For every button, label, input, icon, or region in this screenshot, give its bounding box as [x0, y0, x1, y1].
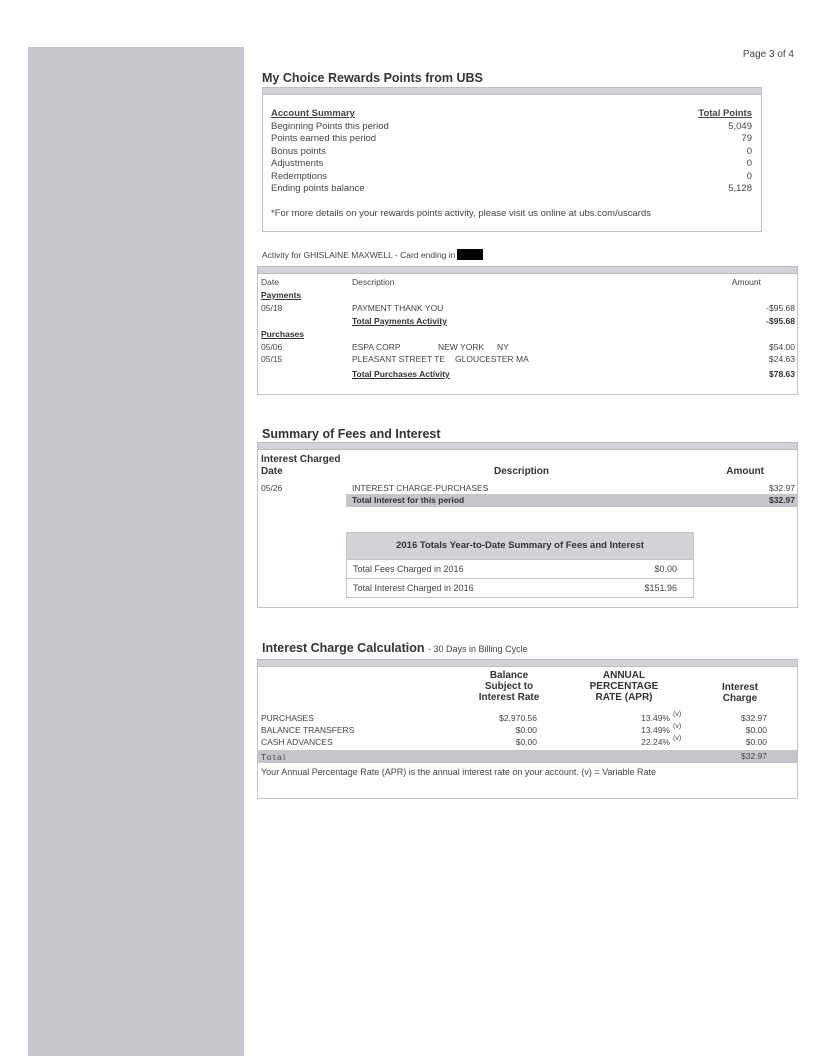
purchase-1-date: 05/06 [261, 342, 283, 352]
fees-col-amount: Amount [726, 466, 764, 477]
activity-col-amount: Amount [731, 277, 761, 287]
ytd-interest-label: Total Interest Charged in 2016 [353, 583, 474, 593]
ytd-interest-value: $151.96 [644, 583, 677, 593]
payments-total-label: Total Payments Activity [352, 316, 447, 326]
interest-total: $32.97 [769, 495, 795, 505]
purchase-1-state: NY [497, 342, 509, 352]
calc-header-bar [257, 659, 798, 667]
calc-row-purchases-label: PURCHASES [261, 713, 314, 723]
rewards-value-beginning: 5,049 [728, 121, 752, 132]
fees-col-description: Description [494, 466, 550, 477]
rewards-header-bar [262, 87, 762, 95]
col-balance-line-1: Balance [489, 670, 529, 681]
purchases-total: $78.63 [769, 369, 795, 379]
ytd-fees-label: Total Fees Charged in 2016 [353, 564, 464, 574]
col-balance-line-2: Subject to [484, 681, 534, 692]
calc-subtitle: - 30 Days in Billing Cycle [428, 644, 528, 654]
calc-total-row [258, 750, 797, 763]
calc-row-purchases-flag: (v) [673, 711, 682, 718]
page-number: Page 3 of 4 [742, 49, 794, 60]
calc-row-transfers-apr: 13.49% [641, 725, 670, 735]
col-apr-line-2: PERCENTAGE [589, 681, 659, 692]
rewards-label-redemptions: Redemptions [271, 171, 327, 182]
interest-date: 05/26 [261, 483, 283, 493]
calc-row-purchases-charge: $32.97 [741, 713, 767, 723]
rewards-label-beginning: Beginning Points this period [271, 121, 389, 132]
col-apr-line-3: RATE (APR) [595, 692, 653, 703]
calc-row-cash-balance: $0.00 [515, 737, 537, 747]
purchase-2-merchant: PLEASANT STREET TE [352, 354, 446, 364]
col-charge-line-1: Interest [721, 682, 759, 693]
ytd-row-fees [347, 559, 693, 578]
calc-row-cash-charge: $0.00 [745, 737, 767, 747]
calc-total: $32.97 [741, 751, 767, 761]
activity-heading-text: Activity for GHISLAINE MAXWELL - Card ending in [262, 250, 456, 260]
activity-header-bar [257, 266, 798, 274]
rewards-label-adjustments: Adjustments [271, 158, 324, 169]
ytd-fees-value: $0.00 [654, 564, 677, 574]
activity-col-date: Date [261, 277, 279, 287]
calc-row-transfers-flag: (v) [673, 723, 682, 730]
col-apr-header [572, 670, 676, 703]
account-summary-heading: Account Summary [271, 108, 355, 119]
activity-panel [257, 274, 798, 395]
fees-title: Summary of Fees and Interest [262, 427, 441, 441]
payment-amount: -$95.68 [766, 303, 795, 313]
ytd-row-interest [347, 578, 693, 597]
purchases-total-label: Total Purchases Activity [352, 369, 450, 379]
interest-description: INTEREST CHARGE-PURCHASES [352, 483, 489, 493]
interest-total-label: Total Interest for this period [352, 495, 465, 505]
calc-row-cash-label: CASH ADVANCES [261, 737, 333, 747]
rewards-title: My Choice Rewards Points from UBS [262, 71, 483, 85]
rewards-value-redemptions: 0 [746, 171, 752, 182]
calc-row-purchases-balance: $2,970.56 [499, 713, 537, 723]
apr-note: Your Annual Percentage Rate (APR) is the annual interest rate on your account. (v) = Variable Rate [261, 767, 656, 777]
purchase-1-amount: $54.00 [769, 342, 795, 352]
calc-row-transfers-charge: $0.00 [745, 725, 767, 735]
rewards-label-bonus: Bonus points [271, 146, 326, 157]
purchase-1-city: NEW YORK [438, 342, 485, 352]
fees-col-date: Date [261, 466, 283, 477]
col-balance-line-3: Interest Rate [478, 692, 540, 703]
purchases-label: Purchases [261, 329, 304, 339]
interest-charged-label: Interest Charged [261, 454, 341, 465]
ytd-title: 2016 Totals Year-to-Date Summary of Fees and Interest [347, 533, 693, 559]
payments-label: Payments [261, 290, 302, 300]
purchase-1-merchant: ESPA CORP [352, 342, 401, 352]
rewards-label-earned: Points earned this period [271, 133, 377, 144]
calc-row-cash-flag: (v) [673, 735, 682, 742]
payment-description: PAYMENT THANK YOU [352, 303, 444, 313]
activity-col-description: Description [352, 277, 395, 287]
ytd-summary-table [346, 532, 694, 598]
calc-row-transfers-label: BALANCE TRANSFERS [261, 725, 355, 735]
rewards-value-earned: 79 [741, 133, 752, 144]
redaction-block [457, 249, 483, 260]
payment-date: 05/18 [261, 303, 283, 313]
rewards-value-bonus: 0 [746, 146, 752, 157]
purchase-2-city: GLOUCESTER [455, 354, 514, 364]
calc-title [262, 641, 528, 655]
col-apr-line-1: ANNUAL [602, 670, 646, 681]
col-balance-header [462, 670, 556, 703]
purchase-2-amount: $24.63 [769, 354, 795, 364]
calc-row-purchases-apr: 13.49% [641, 713, 670, 723]
purchase-2-state: MA [516, 354, 529, 364]
calc-total-label: Total [261, 752, 287, 762]
payments-total: -$95.68 [766, 316, 795, 326]
calc-title-text: Interest Charge Calculation [262, 641, 425, 655]
interest-amount: $32.97 [769, 483, 795, 493]
total-points-heading: Total Points [698, 108, 752, 119]
rewards-value-ending: 5,128 [728, 183, 752, 194]
fees-header-bar [257, 442, 798, 450]
col-charge-header [712, 682, 768, 704]
rewards-value-adjustments: 0 [746, 158, 752, 169]
activity-heading [262, 249, 483, 260]
rewards-label-ending: Ending points balance [271, 183, 365, 194]
rewards-note: *For more details on your rewards points activity, please visit us online at ubs.com/uscards [271, 208, 651, 219]
purchase-2-date: 05/15 [261, 354, 283, 364]
calc-row-cash-apr: 22.24% [641, 737, 670, 747]
left-sidebar-panel [28, 47, 244, 1056]
col-charge-line-2: Charge [722, 693, 758, 704]
calc-row-transfers-balance: $0.00 [515, 725, 537, 735]
